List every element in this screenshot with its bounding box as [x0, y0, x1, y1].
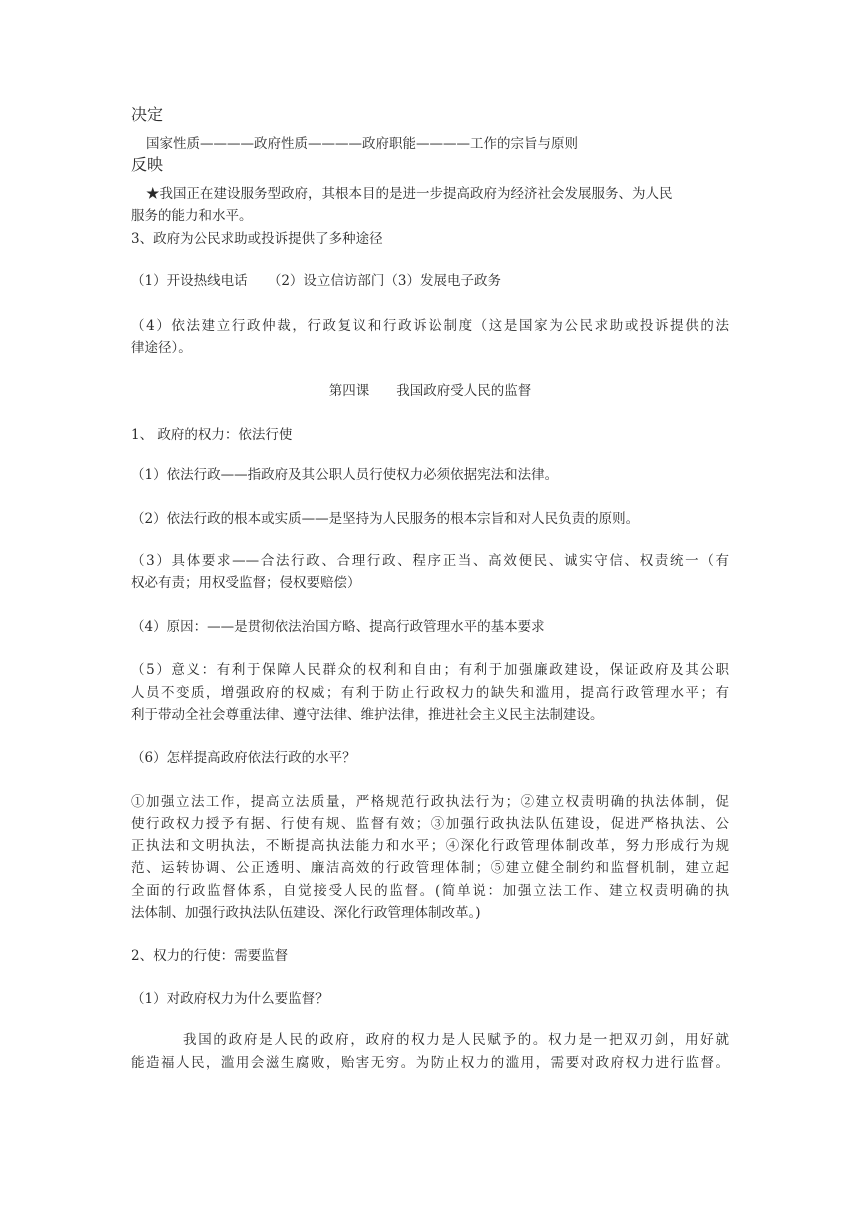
text-line: 法体制、加强行政执法队伍建设、深化行政管理体制改革。)	[131, 905, 481, 921]
text-line: 服务的能力和水平。	[131, 208, 253, 224]
text-line: （4）原因：——是贯彻依法治国方略、提高行政管理水平的基本要求	[131, 619, 545, 635]
text-line: 反映	[131, 155, 164, 174]
text-line: 能造福人民，滥用会滋生腐败，贻害无穷。为防止权力的滥用，需要对政府权力进行监督。	[131, 1055, 729, 1071]
text-line: 使行政权力授予有据、行使有规、监督有效；③加强行政执法队伍建设，促进严格执法、公	[131, 816, 729, 832]
text-line: 国家性质————政府性质————政府职能————工作的宗旨与原则	[146, 136, 578, 152]
text-line: 利于带动全社会尊重法律、遵守法律、维护法律，推进社会主义民主法制建设。	[131, 707, 604, 723]
section-heading: 3、政府为公民求助或投诉提供了多种途径	[131, 231, 383, 247]
text-line: 权必有责；用权受监督；侵权要赔偿）	[131, 575, 361, 591]
text-line: ★我国正在建设服务型政府，其根本目的是进一步提高政府为经济社会发展服务、为人民	[146, 186, 673, 202]
section-heading: 2、权力的行使：需要监督	[131, 948, 289, 964]
text-line: 决定	[131, 105, 164, 124]
text-line: 律途径）。	[131, 340, 192, 356]
text-line: 范、运转协调、公正透明、廉洁高效的行政管理体制；⑤建立健全制约和监督机制，建立起	[131, 860, 729, 876]
text-line: （1）对政府权力为什么要监督？	[131, 991, 329, 1007]
text-line: （1）开设热线电话 （2）设立信访部门（3）发展电子政务	[131, 273, 502, 289]
text-line: 我国的政府是人民的政府，政府的权力是人民赋予的。权力是一把双刃剑，用好就	[183, 1032, 729, 1048]
text-line: 正执法和文明执法，不断提高执法能力和水平；④深化行政管理体制改革，努力形成行为规	[131, 838, 729, 854]
lesson-title: 第四课 我国政府受人民的监督	[328, 383, 532, 399]
text-line: （1）依法行政——指政府及其公职人员行使权力必须依据宪法和法律。	[131, 467, 559, 483]
text-line: （4）依法建立行政仲裁，行政复议和行政诉讼制度（这是国家为公民求助或投诉提供的法	[131, 318, 729, 334]
section-heading: 1、 政府的权力：依法行使	[131, 427, 293, 443]
text-line: 人员不变质，增强政府的权威；有利于防止行政权力的缺失和滥用，提高行政管理水平；有	[131, 685, 729, 701]
text-line: （6）怎样提高政府依法行政的水平？	[131, 750, 356, 766]
text-line: （5）意义：有利于保障人民群众的权利和自由；有利于加强廉政建设，保证政府及其公职	[131, 662, 729, 678]
text-line: ①加强立法工作，提高立法质量，严格规范行政执法行为；②建立权责明确的执法体制，促	[131, 794, 729, 810]
text-line: 全面的行政监督体系，自觉接受人民的监督。(简单说：加强立法工作、建立权责明确的执	[131, 883, 729, 899]
text-line: （2）依法行政的根本或实质——是坚持为人民服务的根本宗旨和对人民负责的原则。	[131, 511, 640, 527]
text-line: （3）具体要求——合法行政、合理行政、程序正当、高效便民、诚实守信、权责统一（有	[131, 553, 729, 569]
